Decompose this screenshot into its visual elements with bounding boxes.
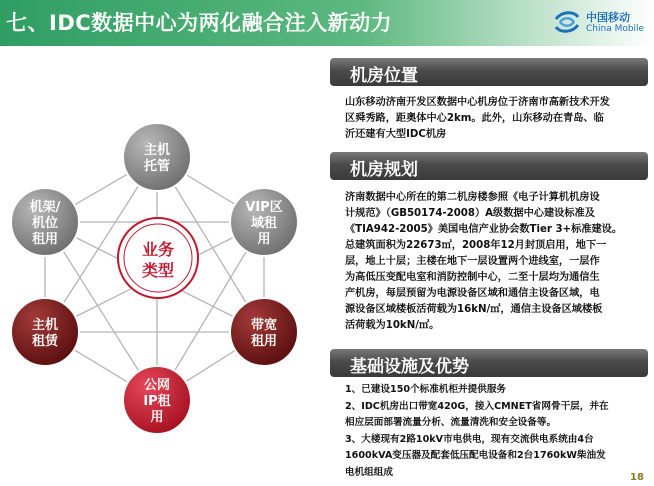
diagram-node-label: 用 xyxy=(150,410,164,425)
text-line: 1600kVA变压器及配套低压配电设备和2台1760kW柴油发 xyxy=(345,450,606,461)
diagram-node-label: IP租 xyxy=(143,394,171,409)
section-title-planning: 机房规划 xyxy=(350,160,418,180)
diagram-node-label: 机架/ xyxy=(29,200,61,215)
location-text xyxy=(345,95,645,143)
diagram-node-label: 机位 xyxy=(31,216,59,231)
diagram-node-label: VIP区 xyxy=(245,200,283,215)
diagram-node-4 xyxy=(123,366,191,434)
center-label-line2: 类型 xyxy=(141,261,175,280)
text-line: 区舜秀路，距奥体中心2km。此外，山东移动在青岛、临 xyxy=(345,113,604,124)
page-number: 18 xyxy=(630,472,644,483)
diagram-node-3 xyxy=(230,298,298,366)
diagram-node-1 xyxy=(123,123,191,191)
text-line: 为高低压变配电室和消防控制中心，二至十层均为通信生 xyxy=(345,272,600,283)
text-line: 2、IDC机房出口带宽420G，接入CMNET省网骨干层，并在 xyxy=(345,400,609,412)
china-mobile-logo xyxy=(552,5,652,41)
text-line: 山东移动济南开发区数据中心机房位于济南市高新技术开发 xyxy=(345,97,610,108)
section-title-location: 机房位置 xyxy=(350,66,418,86)
text-line: 计规范》（GB50174-2008）A级数据中心建设标准及 xyxy=(345,208,595,219)
text-line: 层，地上十层；主楼在地下一层设置两个进线室，一层作 xyxy=(345,256,600,267)
section-header-infrastructure xyxy=(330,349,648,377)
business-type-diagram xyxy=(0,50,320,486)
diagram-node-6 xyxy=(11,188,79,256)
diagram-node-label: 公网 xyxy=(143,378,171,393)
diagram-node-label: 带宽 xyxy=(250,318,278,333)
diagram-node-label: 主机 xyxy=(31,318,59,333)
diagram-node-label: 用 xyxy=(257,232,271,247)
china-mobile-logo-icon xyxy=(552,7,582,37)
title-bar xyxy=(0,0,654,46)
infrastructure-list xyxy=(345,382,650,481)
text-line: 3、大楼现有2路10kV市电供电，现有交流供电系统由4台 xyxy=(345,433,594,445)
logo-text-cn: 中国移动 xyxy=(586,11,630,24)
center-node xyxy=(118,218,198,298)
text-line: 济南数据中心所在的第二机房楼参照《电子计算机机房设 xyxy=(345,192,600,203)
diagram-node-5 xyxy=(11,298,79,366)
text-line: 电机组组成 xyxy=(345,466,393,478)
text-line: 1、已建设150个标准机柜并提供服务 xyxy=(345,384,507,395)
text-line: 《TIA942-2005》美国电信产业协会数Tier 3+标准建设。 xyxy=(345,224,623,235)
diagram-node-label: 主机 xyxy=(143,143,171,158)
text-line: 总建筑面积为22673㎡，2008年12月封顶启用，地下一 xyxy=(345,240,607,251)
section-header-location xyxy=(330,58,648,86)
diagram-node-label: 租用 xyxy=(31,232,59,247)
diagram-node-2 xyxy=(230,188,298,256)
logo-text-en: China Mobile xyxy=(586,24,645,34)
text-line: 产机房，每层预留为电源设备区域和通信主设备区域，电 xyxy=(345,288,600,299)
center-label-line1: 业务 xyxy=(141,240,175,259)
planning-text xyxy=(345,190,645,334)
section-title-infrastructure: 基础设施及优势 xyxy=(350,357,469,377)
diagram-node-label: 租用 xyxy=(250,334,278,349)
text-line: 相应层面部署流量分析、流量清洗和安全设备等。 xyxy=(345,417,557,428)
page-title: 七、IDC数据中心为两化融合注入新动力 xyxy=(6,11,393,35)
diagram-node-label: 域租 xyxy=(250,216,278,231)
text-line: 源设备区域楼板活荷载为16kN/㎡，通信主设备区域楼板 xyxy=(345,304,603,315)
section-header-planning xyxy=(330,152,648,180)
diagram-node-label: 托管 xyxy=(143,159,171,174)
text-line: 活荷载为10kN/㎡。 xyxy=(345,320,440,331)
diagram-node-label: 租赁 xyxy=(31,334,59,349)
text-line: 沂还建有大型IDC机房 xyxy=(345,129,447,140)
